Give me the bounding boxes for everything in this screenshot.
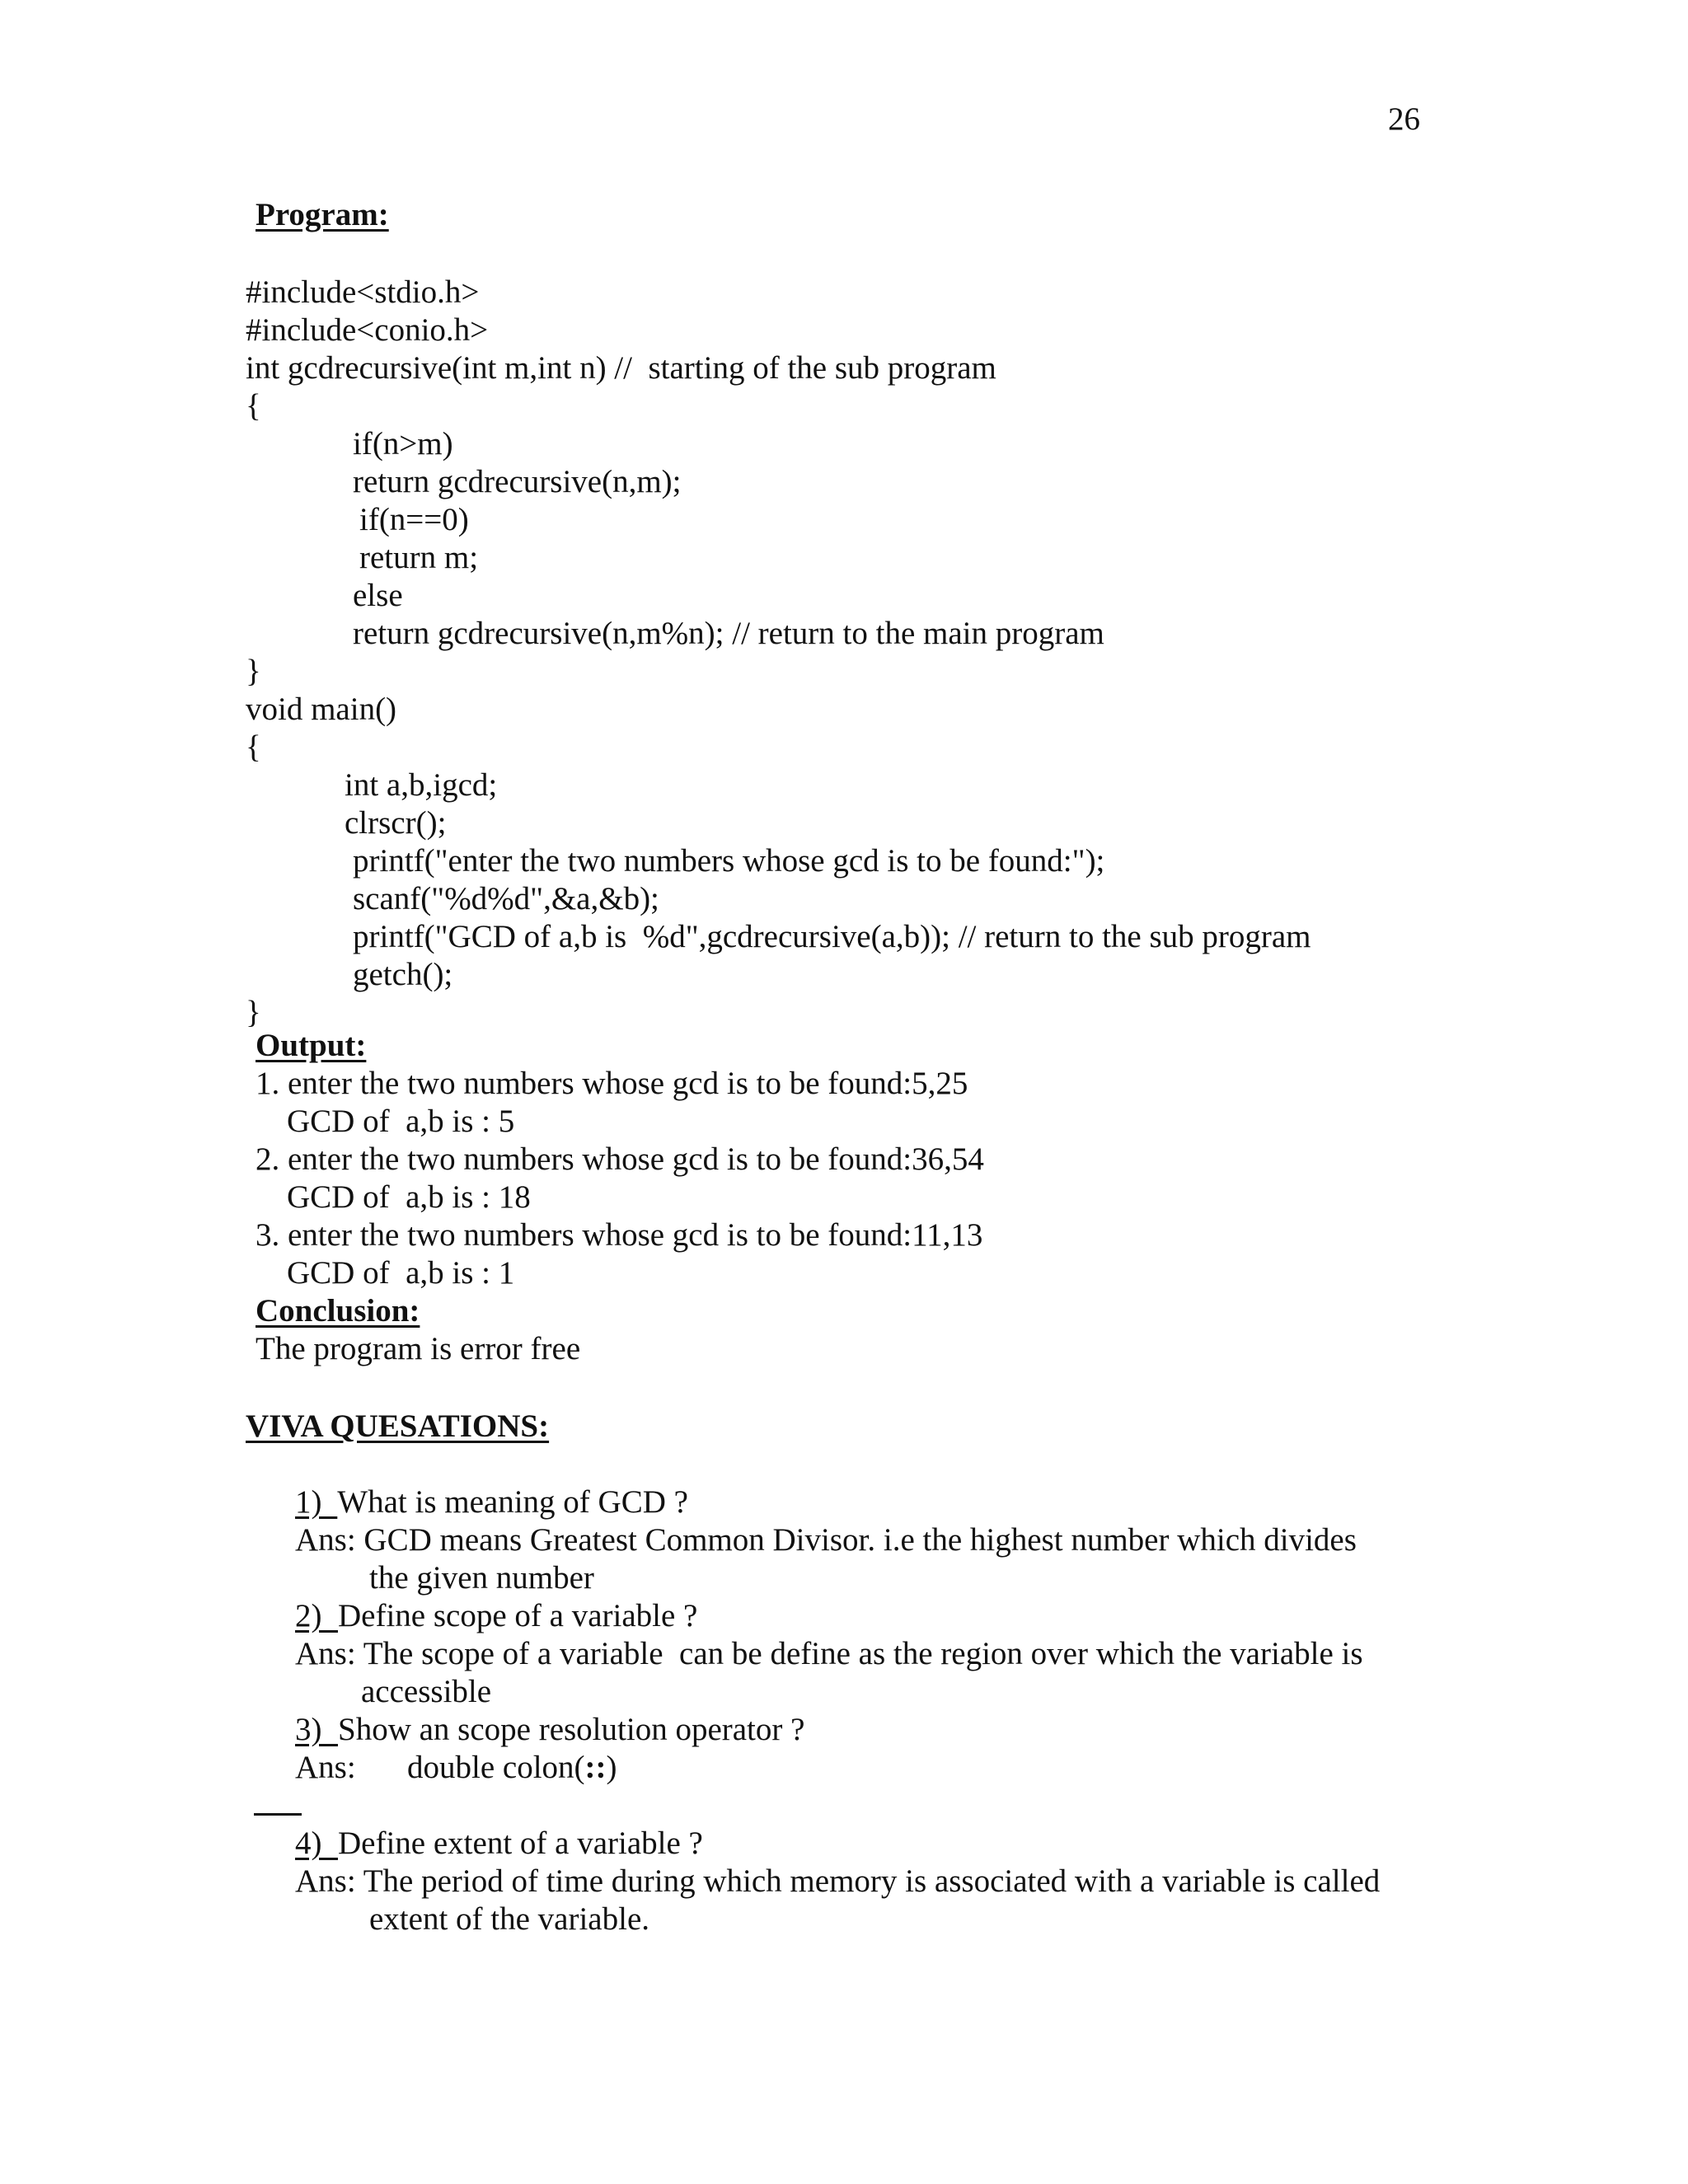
output-line: GCD of a,b is : 5 [287, 1104, 515, 1139]
answer-text: double colon( [407, 1750, 585, 1785]
viva-answer-1: Ans: GCD means Greatest Common Divisor. i.e the highest number which divides [295, 1522, 1357, 1558]
viva-question-3 [295, 1711, 804, 1749]
viva-answer-3 [407, 1749, 617, 1787]
scope-resolution-symbol: :: [584, 1750, 607, 1785]
code-line: return m; [359, 540, 479, 575]
answer-close: ) [606, 1750, 617, 1785]
output-line: 2. enter the two numbers whose gcd is to be found:36,54 [256, 1141, 984, 1177]
question-number-pad [322, 1825, 339, 1861]
code-line: if(n==0) [359, 502, 469, 537]
short-rule [254, 1813, 302, 1816]
viva-question-1 [295, 1483, 688, 1521]
output-line: GCD of a,b is : 1 [287, 1255, 515, 1291]
code-line: } [246, 995, 261, 1030]
question-text: Show an scope resolution operator ? [338, 1712, 805, 1747]
conclusion-text: The program is error free [256, 1331, 581, 1366]
question-number-pad [322, 1712, 339, 1747]
code-line: #include<conio.h> [246, 312, 489, 348]
code-line: void main() [246, 691, 397, 727]
viva-answer-3-label: Ans: [295, 1750, 356, 1785]
question-number-pad [322, 1484, 338, 1520]
code-line: { [246, 388, 261, 424]
code-line: getch(); [353, 957, 453, 992]
question-number-pad [322, 1598, 339, 1633]
code-line: int gcdrecursive(int m,int n) // starting of the sub program [246, 350, 996, 386]
viva-heading: VIVA QUESATIONS: [246, 1408, 550, 1444]
code-line: if(n>m) [353, 426, 453, 462]
viva-answer-4-cont: extent of the variable. [369, 1901, 650, 1937]
output-line: GCD of a,b is : 18 [287, 1179, 531, 1215]
viva-question-4 [295, 1825, 703, 1863]
viva-answer-1-cont: the given number [369, 1560, 594, 1596]
output-line: 3. enter the two numbers whose gcd is to be found:11,13 [256, 1217, 983, 1253]
program-heading: Program: [256, 197, 389, 232]
code-line: else [353, 578, 403, 613]
question-text: What is meaning of GCD ? [337, 1484, 688, 1520]
code-line: scanf("%d%d",&a,&b); [353, 881, 659, 916]
question-number: 4) [295, 1825, 322, 1861]
viva-answer-4: Ans: The period of time during which memory is associated with a variable is called [295, 1863, 1381, 1899]
question-text: Define scope of a variable ? [338, 1598, 698, 1633]
question-number: 1) [295, 1484, 322, 1520]
code-line: clrscr(); [345, 805, 447, 841]
question-number: 2) [295, 1598, 322, 1633]
question-number: 3) [295, 1712, 322, 1747]
code-line: int a,b,igcd; [345, 767, 498, 803]
output-line: 1. enter the two numbers whose gcd is to be found:5,25 [256, 1066, 968, 1101]
code-line: #include<stdio.h> [246, 274, 480, 310]
viva-question-2 [295, 1597, 697, 1635]
code-line: printf("GCD of a,b is %d",gcdrecursive(a,b)); // return to the sub program [353, 919, 1311, 954]
code-line: } [246, 654, 261, 689]
viva-answer-2-cont: accessible [361, 1674, 492, 1709]
question-text: Define extent of a variable ? [338, 1825, 703, 1861]
code-line: return gcdrecursive(n,m%n); // return to the main program [353, 616, 1104, 651]
output-heading: Output: [256, 1028, 367, 1063]
conclusion-heading: Conclusion: [256, 1293, 420, 1329]
code-line: return gcdrecursive(n,m); [353, 464, 682, 499]
viva-answer-2: Ans: The scope of a variable can be define as the region over which the variable is [295, 1636, 1363, 1671]
page-number: 26 [1388, 101, 1420, 137]
code-line: printf("enter the two numbers whose gcd is to be found:"); [353, 843, 1105, 879]
code-line: { [246, 729, 261, 765]
